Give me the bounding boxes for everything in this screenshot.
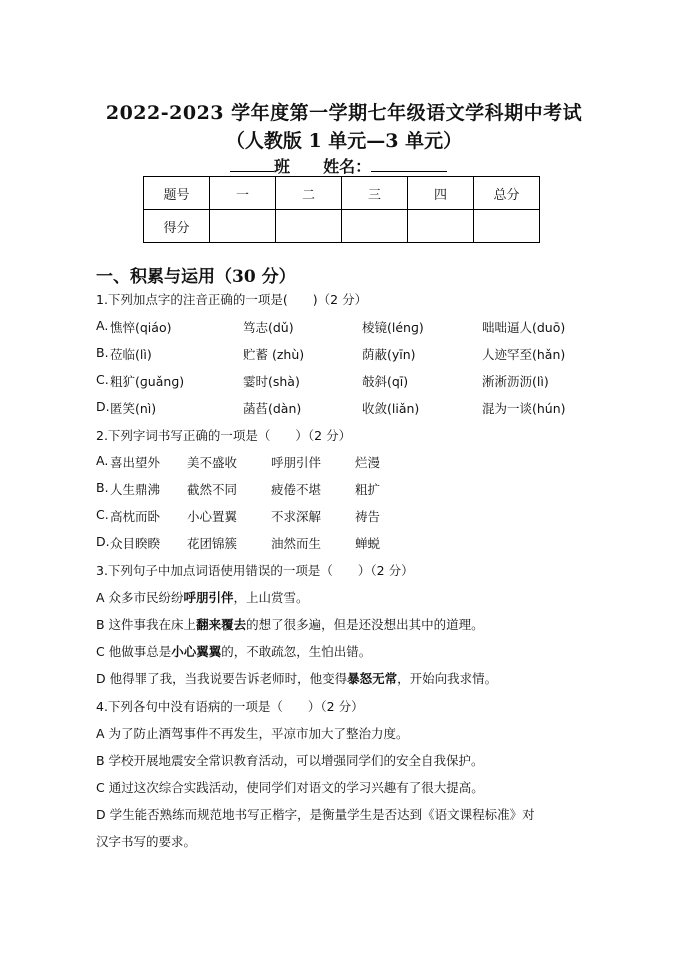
question-3-option-c [96,642,371,660]
option-item: 截然不同 [187,482,238,497]
option-item: 疲倦不堪 [271,482,322,497]
option-item: 攲斜(qī) [362,374,409,389]
option-item: 贮蓄 (zhù) [243,347,305,362]
dotted-word: 小心翼翼 [171,644,222,659]
option-label: C. [96,507,109,522]
score-table-cell: 总分 [474,177,540,210]
question-4-stem: 4.下列各句中没有语病的一项是（ ）（2 分） [96,699,364,714]
option-item: 喜出望外 [110,455,161,470]
option-label: D. [96,399,110,414]
option-item: 咄咄逼人(duō) [482,320,566,335]
option-item: 蝉蜕 [355,536,381,551]
option-text: A 众多市民纷纷 [96,590,184,605]
score-table-cell: 得分 [144,210,210,243]
dotted-word: 翻来覆去 [196,617,247,632]
option-text: B 这件事我在床上 [96,617,197,632]
question-3-option-b [96,615,484,633]
option-label: C. [96,372,109,387]
option-item: 烂漫 [355,455,381,470]
score-table-cell: 四 [408,177,474,210]
option-item: 匿笑(nì) [110,401,157,416]
class-blank [230,156,274,172]
option-text: ，开始向我求情。 [397,671,498,686]
option-item: 收敛(liǎn) [362,401,420,416]
option-item: 粗扩 [355,482,381,497]
option-item: 小心置翼 [187,509,238,524]
option-item: 人生鼎沸 [110,482,161,497]
score-table-cell: 三 [342,177,408,210]
option-label: D. [96,534,110,549]
option-label: A. [96,318,109,333]
option-text: D 他得罪了我，当我说要告诉老师时，他变得 [96,671,348,686]
option-item: 高枕而卧 [110,509,161,524]
option-item: 笃志(dǔ) [243,320,294,335]
question-2-stem: 2.下列字词书写正确的一项是（ ）（2 分） [96,428,352,443]
score-table-blank-cell [474,210,540,243]
score-table-score-row [144,210,540,243]
question-3-stem: 3.下列句子中加点词语使用错误的一项是（ ）（2 分） [96,563,414,578]
score-table-header-row [144,177,540,210]
option-item: 霎时(shà) [243,374,300,389]
dotted-word: 呼朋引伴 [183,590,234,605]
score-table-blank-cell [276,210,342,243]
option-item: 淅淅沥沥(lì) [482,374,549,389]
option-item: 棱镜(lénɡ) [362,320,424,335]
option-label: B. [96,345,109,360]
score-table-blank-cell [408,210,474,243]
score-table-blank-cell [342,210,408,243]
score-table [143,176,540,243]
option-item: 粗犷(ɡuǎnɡ) [110,374,185,389]
question-4-option-d-continued: 汉字书写的要求。 [96,834,197,849]
option-text: ，上山赏雪。 [233,590,309,605]
option-item: 人迹罕至(hǎn) [482,347,566,362]
option-item: 混为一谈(hún) [482,401,566,416]
option-item: 花团锦簇 [187,536,238,551]
exam-subtitle: （人教版 1 单元—3 单元） [225,130,463,152]
option-item: 祷告 [355,509,381,524]
option-item: 不求深解 [271,509,322,524]
score-table-cell: 题号 [144,177,210,210]
class-label: 班 [274,157,291,176]
option-text: C 他做事总是 [96,644,172,659]
option-label: A. [96,453,109,468]
question-1-stem: 1.下列加点字的注音正确的一项是( )（2 分） [96,292,368,307]
name-label: 姓名： [323,157,372,176]
option-item: 憔悴(qiáo) [110,320,172,335]
option-item: 众目睽睽 [110,536,161,551]
option-text: 的想了很多遍，但是还没想出其中的道理。 [246,617,484,632]
question-4-option-d: D 学生能否熟练而规范地书写正楷字，是衡量学生是否达到《语文课程标准》对 [96,807,535,822]
option-text: 的，不敢疏忽，生怕出错。 [221,644,372,659]
option-item: 菡萏(dàn) [243,401,302,416]
question-3-option-d [96,669,497,687]
score-table-blank-cell [210,210,276,243]
student-info-line [230,154,447,177]
option-item: 荫蔽(yīn) [362,347,416,362]
question-3-option-a [96,588,309,606]
option-item: 莅临(lì) [110,347,152,362]
option-label: B. [96,480,109,495]
option-item: 油然而生 [271,536,322,551]
option-item: 呼朋引伴 [271,455,322,470]
score-table-cell: 二 [276,177,342,210]
dotted-word: 暴怒无常 [347,671,398,686]
question-4-option-c: C 通过这次综合实践活动，使同学们对语文的学习兴趣有了很大提高。 [96,780,484,795]
score-table-cell: 一 [210,177,276,210]
question-4-option-a: A 为了防止酒驾事件不再发生，平凉市加大了整治力度。 [96,726,409,741]
option-item: 美不盛收 [187,455,238,470]
question-4-option-b: B 学校开展地震安全常识教育活动，可以增强同学们的安全自我保护。 [96,753,484,768]
exam-title: 2022-2023 学年度第一学期七年级语文学科期中考试 [105,102,583,124]
section-1-heading: 一、积累与运用（30 分） [96,267,296,287]
name-blank [371,156,447,172]
